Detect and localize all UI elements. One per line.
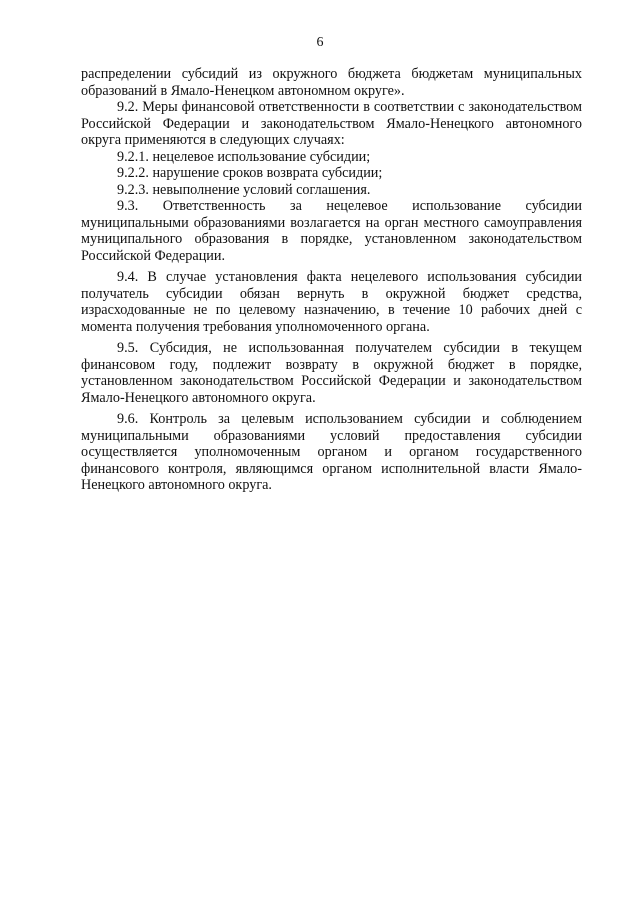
paragraph-9-4: 9.4. В случае установления факта нецелевого использования субсидии получатель субсидии обязан вернуть в окружной бюджет средства, израсходованные не по целевому назначению, в течение 10 рабочих дней с момента получения требования уполномоченного органа. xyxy=(81,269,582,335)
paragraph-9-2-1: 9.2.1. нецелевое использование субсидии; xyxy=(117,148,371,165)
paragraph-9-2-3: 9.2.3. невыполнение условий соглашения. xyxy=(117,181,371,198)
paragraph-9-3: 9.3. Ответственность за нецелевое использование субсидии муниципальными образованиями возлагается на орган местного самоуправления муниципального образования в порядке, установленном законодательством Российской Федерации. xyxy=(81,198,582,264)
paragraph-9-2: 9.2. Меры финансовой ответственности в соответствии с законодательством Российской Федерации и законодательством Ямало-Ненецкого автономного округа применяются в следующих случаях: xyxy=(81,99,582,148)
paragraph-continuation: распределении субсидий из окружного бюджета бюджетам муниципальных образований в Ямало-Ненецком автономном округе». xyxy=(81,66,582,99)
paragraph-9-2-2: 9.2.2. нарушение сроков возврата субсидии; xyxy=(117,165,383,181)
document-body xyxy=(81,66,582,494)
paragraph-9-6: 9.6. Контроль за целевым использованием субсидии и соблюдением муниципальными образованиями условий предоставления субсидии осуществляется уполномоченным органом и органом государственного финансового контроля, являющимся органом исполнительной власти Ямало-Ненецкого автономного округа. xyxy=(81,411,582,493)
page-number: 6 xyxy=(316,35,324,50)
paragraph-9-5: 9.5. Субсидия, не использованная получателем субсидии в текущем финансовом году, подлежит возврату в окружной бюджет в порядке, установленном законодательством Российской Федерации и законодательством Ямало-Ненецкого автономного округа. xyxy=(81,340,582,406)
